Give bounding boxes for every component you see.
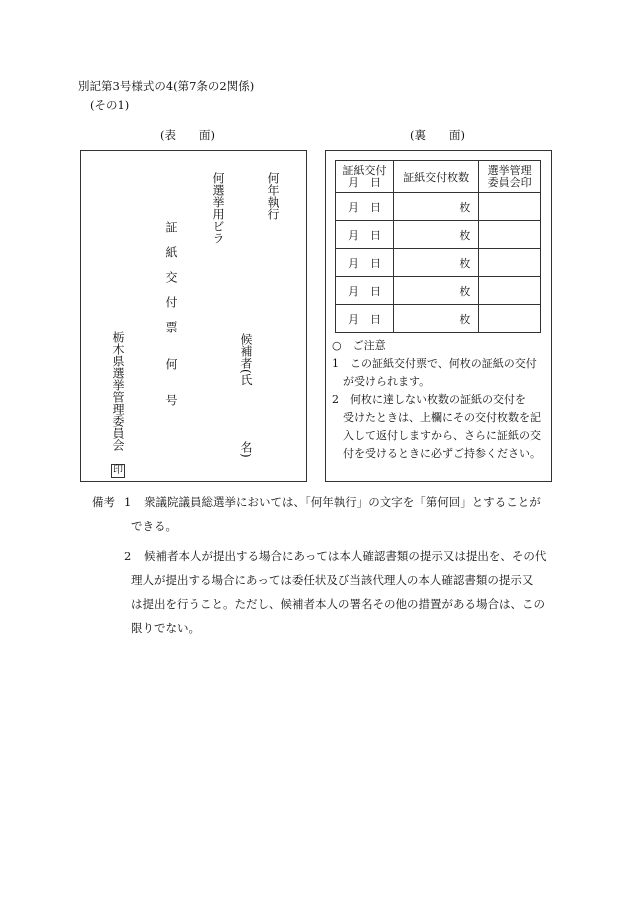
header-line: 選挙管理	[487, 163, 532, 177]
card-title: 証紙交付票	[164, 221, 178, 346]
remark-line: 衆議院議員総選挙においては、「何年執行」の文字を「第何回」とすることが	[144, 495, 541, 509]
header-date	[336, 161, 394, 193]
row-count: 枚	[394, 249, 479, 277]
card-number: 何 号	[164, 358, 178, 406]
back-card	[325, 150, 552, 482]
remarks-label: 備考	[92, 495, 115, 509]
notes-title: ○ ご注意	[332, 339, 386, 352]
row-date: 月 日	[336, 277, 394, 305]
row-date: 月 日	[336, 249, 394, 277]
row-count: 枚	[394, 221, 479, 249]
front-card	[80, 150, 307, 482]
note-line: 入して返付しますから、さらに証紙の交	[343, 429, 541, 442]
header-seal	[479, 161, 541, 193]
table-row	[336, 305, 541, 333]
remark-line: 候補者本人が提出する場合にあっては本人確認書類の提示又は提出を、その代	[144, 549, 547, 563]
remark-line: は提出を行うこと。ただし、候補者本人の署名その他の措置がある場合は、この	[131, 597, 545, 611]
row-seal	[479, 193, 541, 221]
remark-line: できる。	[131, 519, 177, 533]
note-line: 受けたときは、上欄にその交付枚数を記	[343, 411, 541, 424]
row-seal	[479, 221, 541, 249]
issuer-text: 栃木県選挙管理委員会	[111, 331, 125, 451]
note-line: 付を受けるときに必ずご持参ください。	[343, 447, 541, 460]
table-row	[336, 277, 541, 305]
remark-line: 理人が提出する場合にあっては委任状及び当該代理人の本人確認書類の提示又	[131, 573, 534, 587]
table-row	[336, 221, 541, 249]
candidate-label: 候補者(氏	[239, 333, 253, 386]
form-subtitle: (その1)	[90, 98, 130, 112]
year-text: 何年執行	[266, 172, 280, 220]
remark-line: 限りでない。	[131, 621, 200, 635]
row-count: 枚	[394, 305, 479, 333]
table-row	[336, 249, 541, 277]
candidate-name-end: 名)	[239, 441, 253, 458]
remark-1-num: 1	[124, 495, 132, 509]
row-date: 月 日	[336, 221, 394, 249]
table-header-row	[336, 161, 541, 193]
header-line: 委員会印	[487, 175, 532, 189]
header-line: 証紙交付	[342, 163, 387, 177]
remark-2-num: 2	[124, 549, 132, 563]
front-label: (表 面)	[160, 128, 215, 142]
header-line: 証紙交付枚数	[403, 170, 470, 184]
election-text: 何選挙用ビラ	[211, 172, 225, 244]
note-line: 1 この証紙交付票で、何枚の証紙の交付	[332, 357, 537, 370]
row-seal	[479, 249, 541, 277]
header-count	[394, 161, 479, 193]
table-row	[336, 193, 541, 221]
row-count: 枚	[394, 277, 479, 305]
seal-text: 印	[113, 465, 123, 476]
note-line: 2 何枚に達しない枚数の証紙の交付を	[332, 393, 526, 406]
row-date: 月 日	[336, 305, 394, 333]
row-seal	[479, 277, 541, 305]
form-title: 別記第3号様式の4(第7条の2関係)	[78, 79, 255, 93]
back-label: (裏 面)	[410, 128, 465, 142]
row-seal	[479, 305, 541, 333]
seal-stamp	[111, 458, 125, 478]
issuance-table	[335, 160, 541, 333]
note-line: が受けられます。	[343, 375, 431, 388]
header-line: 月 日	[348, 175, 382, 189]
row-date: 月 日	[336, 193, 394, 221]
row-count: 枚	[394, 193, 479, 221]
